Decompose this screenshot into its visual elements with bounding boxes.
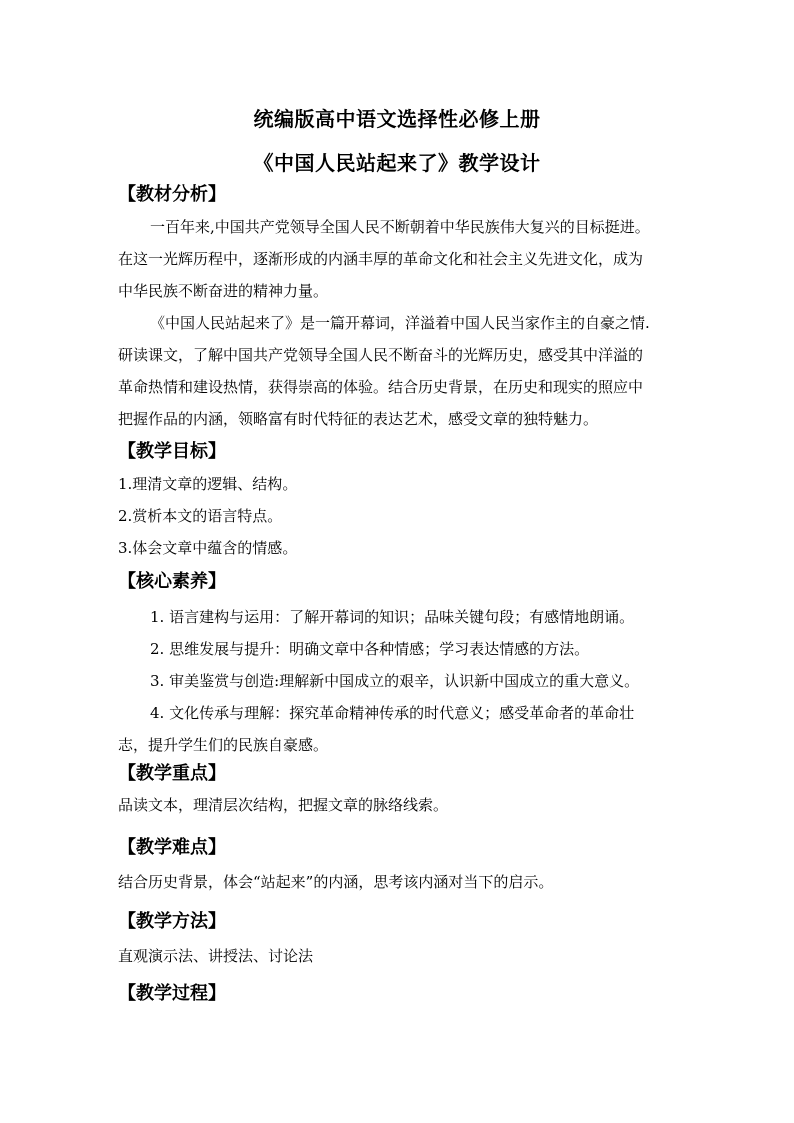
document-title: 统编版高中语文选择性必修上册 [253, 107, 541, 131]
document-subtitle: 《中国人民站起来了》教学设计 [253, 151, 541, 175]
goal-item: 3.体会文章中蕴含的情感。 [118, 539, 298, 557]
literacy-item-continuation: 志，提升学生们的民族自豪感。 [118, 736, 329, 754]
goal-item: 1.理清文章的逻辑、结构。 [118, 475, 298, 493]
analysis-paragraph-line: 把握作品的内涵，领略富有时代特征的表达艺术，感受文章的独特魅力。 [118, 410, 599, 428]
analysis-paragraph-line: 中华民族不断奋进的精神力量。 [118, 282, 329, 300]
literacy-item: 1. 语言建构与运用：了解开幕词的知识；品味关键句段；有感情地朗诵。 [150, 608, 635, 626]
difficulties-text: 结合历史背景，体会“站起来”的内涵，思考该内涵对当下的启示。 [118, 873, 554, 891]
section-heading-literacy: 【核心素养】 [118, 571, 226, 592]
section-heading-key-points: 【教学重点】 [118, 763, 226, 784]
analysis-paragraph-line: 一百年来,中国共产党领导全国人民不断朝着中华民族伟大复兴的目标挺进。 [150, 218, 650, 236]
section-heading-methods: 【教学方法】 [118, 911, 226, 932]
analysis-paragraph-line: 革命热情和建设热情，获得崇高的体验。结合历史背景，在历史和现实的照应中 [118, 378, 644, 396]
section-heading-goals: 【教学目标】 [118, 441, 226, 462]
section-heading-process: 【教学过程】 [118, 983, 226, 1004]
analysis-paragraph-line: 《中国人民站起来了》是一篇开幕词，洋溢着中国人民当家作主的自豪之情. [150, 314, 650, 332]
analysis-paragraph-line: 在这一光辉历程中，逐渐形成的内涵丰厚的革命文化和社会主义先进文化，成为 [118, 250, 644, 268]
analysis-paragraph-line: 研读课文，了解中国共产党领导全国人民不断奋斗的光辉历史，感受其中洋溢的 [118, 346, 644, 364]
section-heading-analysis: 【教材分析】 [118, 184, 226, 205]
goal-item: 2.赏析本文的语言特点。 [118, 507, 283, 525]
methods-text: 直观演示法、讲授法、讨论法 [118, 947, 314, 965]
section-heading-difficulties: 【教学难点】 [118, 837, 226, 858]
key-points-text: 品读文本，理清层次结构，把握文章的脉络线索。 [118, 796, 449, 814]
literacy-item: 4. 文化传承与理解：探究革命精神传承的时代意义；感受革命者的革命壮 [150, 704, 635, 722]
literacy-item: 3. 审美鉴赏与创造:理解新中国成立的艰辛，认识新中国成立的重大意义。 [150, 672, 640, 690]
literacy-item: 2. 思维发展与提升：明确文章中各种情感；学习表达情感的方法。 [150, 640, 590, 658]
